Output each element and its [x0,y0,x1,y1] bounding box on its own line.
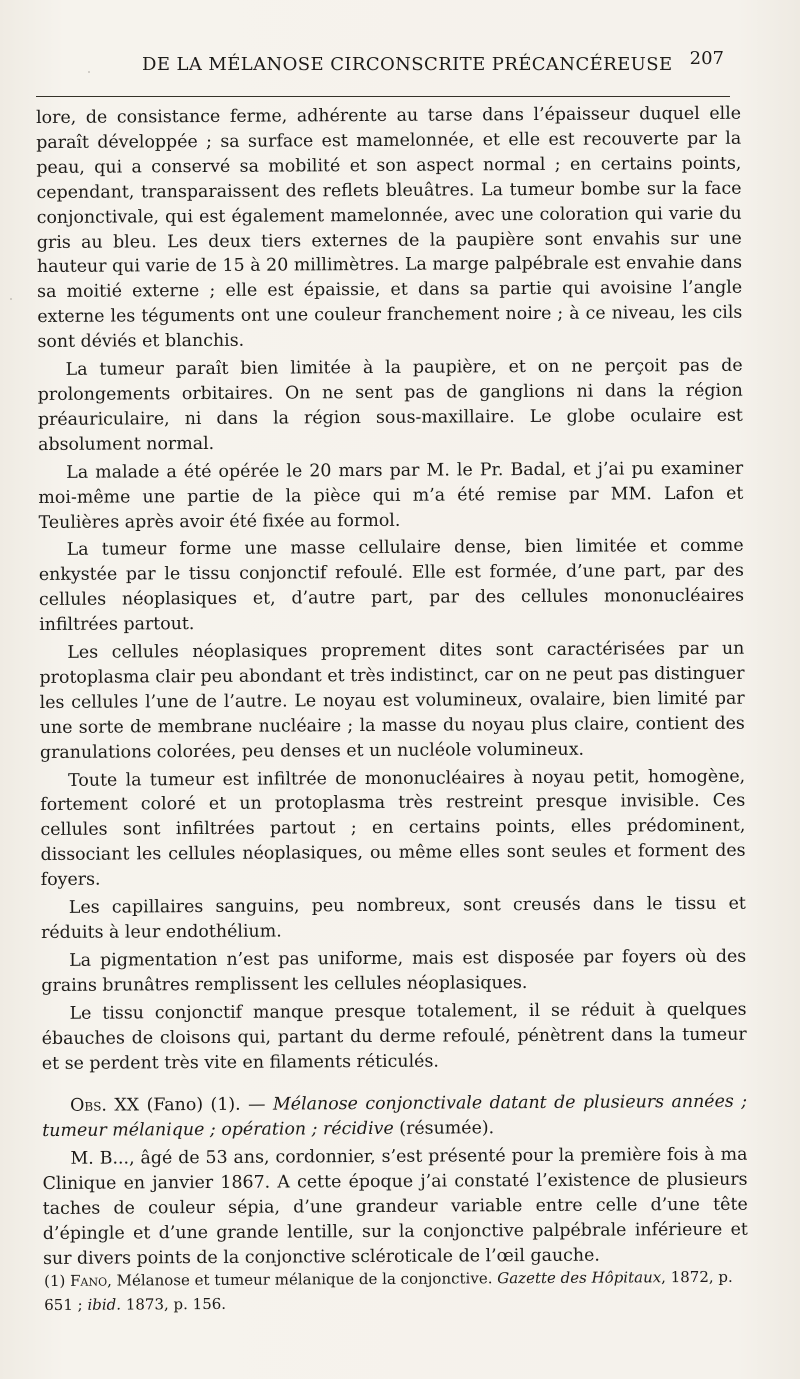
paragraph-10: M. B..., âgé de 53 ans, cordonnier, s’est présenté pour la première fois à ma Clinique en janvier 1867. A cette époque j’ai constaté l’existence de plusieurs taches de couleur sépia, d’une grandeur variable entre celle d’une tête d’épingle et d’une grande lentille, sur la conjonctive palpébrale inférieure et sur divers points de la conjonctive scléroticale de l’œil gauche. [42,1144,748,1269]
footnote-author: Fano [70,1271,108,1290]
paragraph-7: Les capillaires sanguins, peu nombreux, sont creusés dans le tissu et réduits à leur endothélium. [40,893,746,943]
main-text [36,102,748,1275]
footnote-marker: (1) [44,1271,71,1290]
paragraph-1: lore, de consistance ferme, adhérente au tarse dans l’épaisseur duquel elle paraît développée ; sa surface est mamelonnée, et elle est recouverte par la peau, qui a conservé sa mobilité et son aspect normal ; en certains points, cependant, transparaissent des reflets bleuâtres. La tumeur bombe sur la face conjonctivale, qui est également mamelonnée, avec une coloration qui varie du gris au bleu. Les deux tiers externes de la paupière sont envahis sur une hauteur qui varie de 15 à 20 millimètres. La marge palpébrale est envahie dans sa moitié externe ; elle est épaissie, et dans sa partie qui avoisine l’angle externe les téguments ont une couleur franchement noire ; à ce niveau, les cils sont déviés et blanchis. [36,103,743,353]
running-head [36,46,732,86]
footnote-ibid: ibid. [87,1295,122,1314]
header-rule [36,96,730,97]
paragraph-3: La malade a été opérée le 20 mars par M. le Pr. Badal, et j’ai pu examiner moi-même une partie de la pièce qui m’a été remise par MM. Lafon et Teulières après avoir été fixée au formol. [38,458,744,533]
footnote [44,1265,744,1317]
footnote-text: , Mélanose et tumeur mélanique de la conjonctive. [107,1269,498,1290]
paragraph-6: Toute la tumeur est infiltrée de mononucléaires à noyau petit, homogène, fortement coloré et un protoplasma très restreint presque invisible. Ces cellules sont infiltrées partout ; en certains points, elles prédominent, dissociant les cellules néoplasiques, ou même elles sont seules et forment des foyers. [40,766,746,891]
paragraph-8: La pigmentation n’est pas uniforme, mais est disposée par foyers où des grains brunâtres remplissent les cellules néoplasiques. [41,946,747,996]
running-title: DE LA MÉLANOSE CIRCONSCRITE PRÉCANCÉREUSE [142,54,673,75]
observation-label: Obs. XX [70,1095,140,1117]
paragraph-5: Les cellules néoplasiques proprement dites sont caractérisées par un protoplasma clair peu abondant et très indistinct, car on ne peut pas distinguer les cellules l’une de l’autre. Le noyau est volumineux, ovalaire, bien limité par une sorte de membrane nucléaire ; la masse du noyau plus claire, contient des granulations colorées, peu denses et un nucléole volumineux. [39,638,745,763]
footnote-reference-2: 1873, p. 156. [120,1294,227,1314]
paragraph-4: La tumeur forme une masse cellulaire dense, bien limitée et comme enkystée par le tissu conjonctif refoulé. Elle est formée, d’une part, par des cellules néoplasiques et, d’autre part, par des cellules mononucléaires infiltrées partout. [38,536,745,636]
observation-reference: (Fano) (1). — [139,1095,274,1116]
paragraph-2: La tumeur paraît bien limitée à la paupière, et on ne perçoit pas de prolongements orbitaires. On ne sent pas de ganglions ni dans la région préauriculaire, ni dans la région sous-maxillaire. Le globe oculaire est absolument normal. [37,355,743,455]
paragraph-9: Le tissu conjonctif manque presque totalement, il se réduit à quelques ébauches de cloisons qui, partant du derme refoulé, pénètrent dans la tumeur et se perdent très vite en filaments réticulés. [41,999,747,1074]
footnote-journal: Gazette des Hôpitaux [497,1268,662,1288]
observation-title: Mélanose conjonctivale datant de plusieurs années ; tumeur mélanique ; opération ; récidive [42,1092,748,1142]
paper-speck [10,298,12,300]
page-number: 207 [689,48,724,69]
footnote-reference-1: , 1872, p. 651 ; [44,1267,733,1314]
observation-heading [42,1090,747,1144]
observation-note: (résumée). [393,1118,495,1140]
